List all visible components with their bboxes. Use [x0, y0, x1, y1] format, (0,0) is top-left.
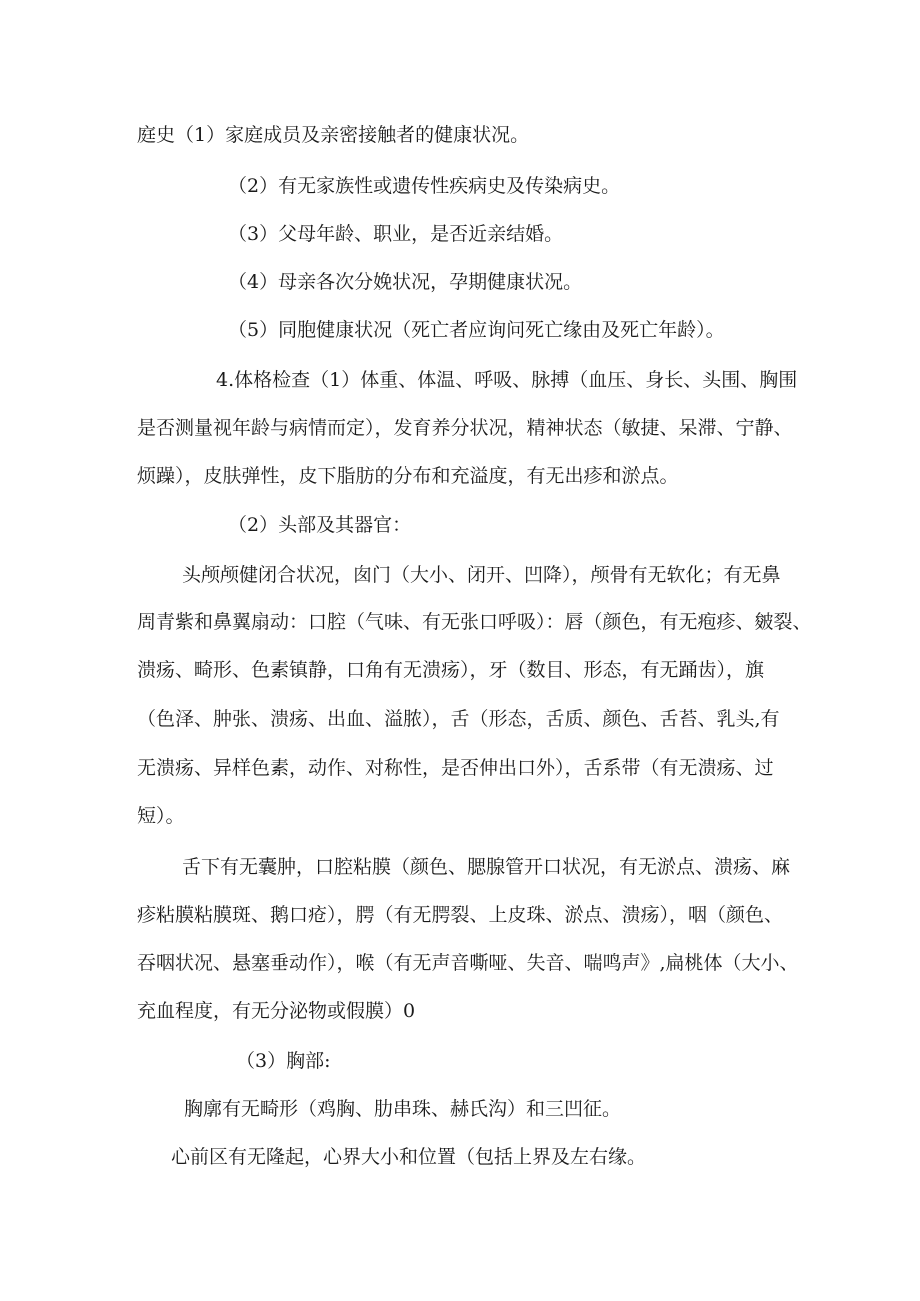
text-line: （2）头部及其器官： [228, 514, 412, 536]
text-line: 是否测量视年龄与病情而定），发育养分状况，精神状态（敏捷、呆滞、宁静、 [137, 417, 793, 439]
text-line: （2）有无家族性或遗传性疾病史及传染病史。 [228, 175, 621, 197]
text-line: 充血程度，有无分泌物或假膜）0 [137, 1000, 416, 1022]
text-line: 胸廓有无畸形（鸡胸、肋串珠、赫氏沟）和三凹征。 [184, 1098, 622, 1120]
text-line: 心前区有无隆起，心界大小和位置（包括上界及左右缘。 [171, 1146, 647, 1168]
text-line: 舌下有无囊肿，口腔粘膜（颜色、腮腺管开口状况，有无淤点、溃疡、麻 [182, 856, 791, 878]
text-line: 吞咽状况、悬塞垂动作），喉（有无声音嘶哑、失音、喘鸣声》,扁桃体（大小、 [137, 952, 799, 974]
text-line: 烦躁），皮肤弹性，皮下脂肪的分布和充溢度，有无出疹和淤点。 [137, 465, 679, 487]
text-line: （3）胸部: [236, 1050, 331, 1072]
text-line: 4.体格检查（1）体重、体温、呼吸、脉搏（血压、身长、头围、胸围 [216, 369, 798, 391]
text-line: 周青紫和鼻翼扇动：口腔（气味、有无张口呼吸）：唇（颜色，有无疱疹、皴裂、 [137, 611, 812, 633]
text-line: 头颅颅健闭合状况，囱门（大小、闭开、凹降），颅骨有无软化；有无鼻 [182, 564, 781, 586]
text-line: （5）同胞健康状况（死亡者应询问死亡缘由及死亡年龄）。 [228, 319, 725, 341]
text-line: （色泽、肿张、溃疡、出血、溢脓），舌（形态，舌质、颜色、舌苔、乳头,有 [137, 708, 780, 730]
text-line: 疹粘膜粘膜斑、鹅口疮），腭（有无腭裂、上皮珠、淤点、溃疡），咽（颜色、 [137, 904, 784, 926]
text-line: 庭史（1）家庭成员及亲密接触者的健康状况。 [137, 124, 530, 146]
text-line: 短）。 [137, 805, 185, 827]
text-line: 无溃疡、异样色素，动作、对称性，是否伸出口外），舌系带（有无溃疡、过 [137, 757, 774, 779]
text-line: 溃疡、畸形、色素镇静，口角有无溃疡），牙（数目、形态，有无踊齿），旗 [137, 659, 765, 681]
text-line: （4）母亲各次分娩状况，孕期健康状况。 [228, 271, 583, 293]
text-line: （3）父母年龄、职业，是否近亲结婚。 [228, 223, 564, 245]
